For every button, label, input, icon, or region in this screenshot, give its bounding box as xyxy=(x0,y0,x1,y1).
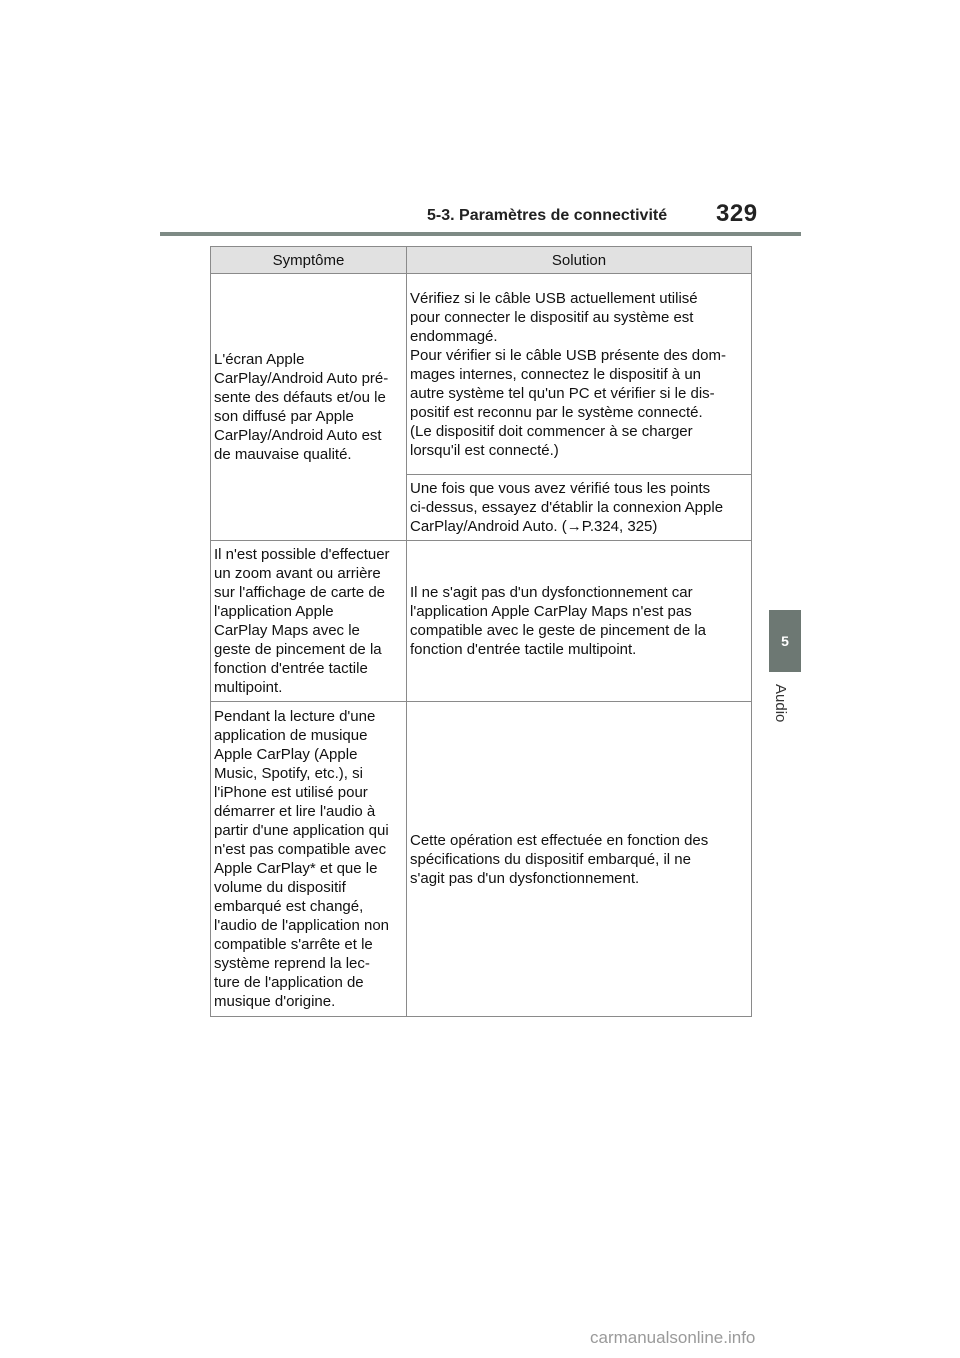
chapter-label: Audio xyxy=(772,684,789,723)
table-row xyxy=(211,274,752,475)
symptom-cell: L'écran Apple CarPlay/Android Auto pré- sente des défauts et/ou le son diffusé par Apple CarPlay/Android Auto est de mauvaise qualité. xyxy=(211,274,407,541)
troubleshooting-table xyxy=(210,246,752,1017)
solution-cell: Cette opération est effectuée en fonction des spécifications du dispositif embarqué, il ne s'agit pas d'un dysfonctionnement. xyxy=(407,702,752,1017)
symptom-cell: Pendant la lecture d'une application de musique Apple CarPlay (Apple Music, Spotify, etc.), si l'iPhone est utilisé pour démarrer et lire l'audio à partir d'une application qui n'est pas compatible avec Apple CarPlay* et que le volume du dispositif embarqué est changé, l'audio de l'application non compatible s'arrête et le système reprend la lec- ture de l'application de musique d'origine. xyxy=(211,702,407,1017)
page-number: 329 xyxy=(716,200,758,227)
watermark: carmanualsonline.info xyxy=(590,1328,756,1347)
table-row xyxy=(211,702,752,1017)
table-row xyxy=(211,541,752,702)
solution-cell: Une fois que vous avez vérifié tous les points ci-dessus, essayez d'établir la connexion Apple CarPlay/Android Auto. (→P.324, 325) xyxy=(407,475,752,541)
column-header-solution: Solution xyxy=(407,247,752,274)
chapter-tab xyxy=(769,610,801,672)
symptom-cell: Il n'est possible d'effectuer un zoom avant ou arrière sur l'affichage de carte de l'application Apple CarPlay Maps avec le geste de pincement de la fonction d'entrée tactile multipoint. xyxy=(211,541,407,702)
header-divider xyxy=(160,232,801,236)
section-title: 5-3. Paramètres de connectivité xyxy=(427,207,668,224)
solution-cell: Vérifiez si le câble USB actuellement utilisé pour connecter le dispositif au système est endommagé. Pour vérifier si le câble USB présente des dom- mages internes, connectez le dispositif à un autre système tel qu'un PC et vérifier si le dis- positif est reconnu par le système connecté. (Le dispositif doit commencer à se charger lorsqu'il est connecté.) xyxy=(407,274,752,475)
solution-cell: Il ne s'agit pas d'un dysfonctionnement car l'application Apple CarPlay Maps n'est pas compatible avec le geste de pincement de la fonction d'entrée tactile multipoint. xyxy=(407,541,752,702)
column-header-symptom: Symptôme xyxy=(211,247,407,274)
table-header-row xyxy=(211,247,752,274)
chapter-number: 5 xyxy=(781,633,789,649)
